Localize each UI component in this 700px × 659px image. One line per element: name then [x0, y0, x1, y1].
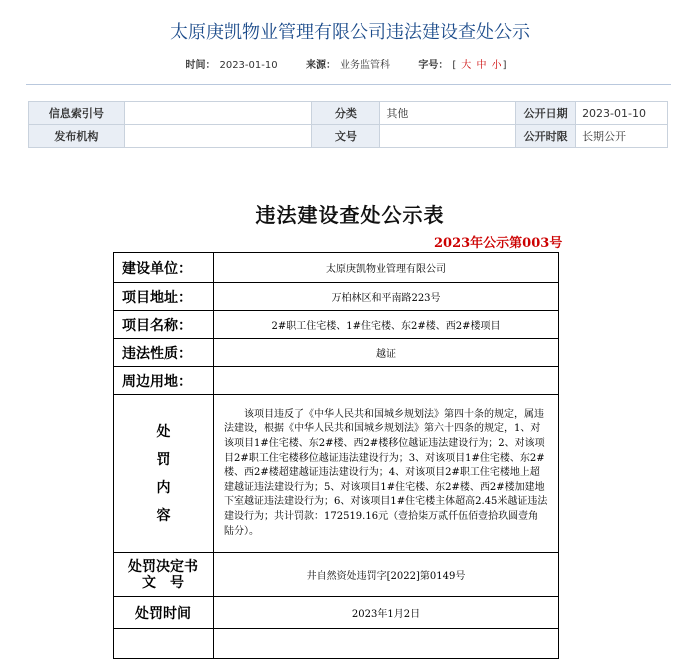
penalty-table: [113, 252, 559, 659]
project-label: 项目名称：: [114, 311, 214, 339]
penalty-content: 该项目违反了《中华人民共和国城乡规划法》第四十条的规定，属违法建设，根据《中华人民共和国城乡规划法》第六十四条的规定，1、对该项目1#住宅楼、东2#楼、西2#楼移位越证违法建设行为；2、对该项目2#职工住宅楼移位越证违法建设行为；3、对该项目1#住宅楼、东2#楼、西2#楼超建越证违法建设行为；4、对该项目2#职工住宅楼地上超建越证违法建设行为；5、对该项目1#住宅楼、东2#楼、西2#楼加建地下室越证违法建设行为；6、对该项目1#住宅楼主体超高2.45米越证违法建设行为；共计罚款：172519.16元（壹拾柒万贰仟伍佰壹拾玖圆壹角陆分）。: [214, 395, 559, 553]
info-table: [28, 101, 668, 148]
time-label: 时间：: [185, 60, 216, 71]
source-label: 来源：: [305, 60, 336, 71]
table-row: [114, 553, 559, 597]
unit-value: 太原庚凯物业管理有限公司: [214, 253, 559, 283]
info-row: [29, 102, 668, 125]
fontsize-label: 字号：: [418, 60, 449, 71]
article-meta: [0, 56, 700, 71]
table-row: [114, 253, 559, 283]
divider: [26, 84, 671, 85]
address-value: 万柏林区和平南路223号: [214, 283, 559, 311]
org-value: [124, 125, 312, 148]
table-row: [114, 395, 559, 553]
unit-label: 建设单位：: [114, 253, 214, 283]
table-row: [114, 629, 559, 659]
table-row: [114, 339, 559, 367]
org-label: 发布机构: [29, 125, 125, 148]
surroundings-value: [214, 367, 559, 395]
table-row: [114, 367, 559, 395]
time-value: 2023年1月2日: [214, 597, 559, 629]
document-number: 2023年公示第003号: [434, 236, 563, 251]
index-label: 信息索引号: [29, 102, 125, 125]
time-label: 处罚时间: [114, 597, 214, 629]
nature-label: 违法性质：: [114, 339, 214, 367]
table-row: [114, 597, 559, 629]
index-value: [124, 102, 312, 125]
fontsize-medium-link[interactable]: 中: [476, 60, 487, 71]
decision-label: 处罚决定书 文 号: [114, 553, 214, 597]
period-label: 公开时限: [516, 125, 576, 148]
category-value: 其他: [380, 102, 516, 125]
source-value: 业务监管科: [339, 60, 390, 71]
nature-value: 越证: [214, 339, 559, 367]
project-value: 2#职工住宅楼、1#住宅楼、东2#楼、西2#楼项目: [214, 311, 559, 339]
surroundings-label: 周边用地：: [114, 367, 214, 395]
document-title: 违法建设查处公示表: [255, 203, 445, 227]
docno-value: [380, 125, 516, 148]
date-label: 公开日期: [516, 102, 576, 125]
fontsize-small-link[interactable]: 小: [491, 60, 502, 71]
info-row: [29, 125, 668, 148]
fontsize-switcher: [ 大 中 小]: [452, 60, 507, 71]
category-label: 分类: [312, 102, 380, 125]
table-row: [114, 311, 559, 339]
penalty-label: 处 罚 内 容: [114, 395, 214, 553]
fontsize-large-link[interactable]: 大: [461, 60, 472, 71]
address-label: 项目地址：: [114, 283, 214, 311]
table-row: [114, 283, 559, 311]
time-value: 2023-01-10: [219, 60, 278, 71]
date-value: 2023-01-10: [576, 102, 668, 125]
period-value: 长期公开: [576, 125, 668, 148]
page-title: 太原庚凯物业管理有限公司违法建设查处公示: [170, 22, 530, 43]
docno-label: 文号: [312, 125, 380, 148]
decision-value: 井自然资处违罚字[2022]第0149号: [214, 553, 559, 597]
